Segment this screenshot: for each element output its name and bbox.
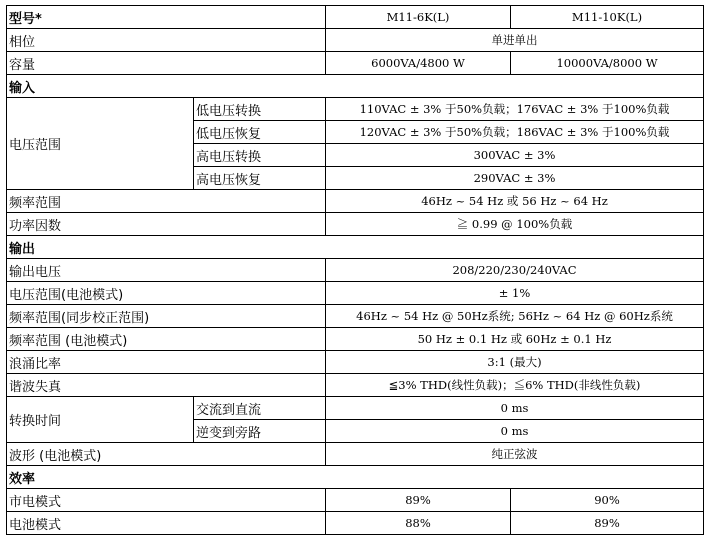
table-row [7, 213, 704, 236]
row-value: 46Hz ~ 54 Hz @ 50Hz系统; 56Hz ~ 64 Hz @ 60Hz系统 [326, 305, 704, 328]
phase-label: 相位 [7, 29, 326, 52]
table-row [7, 29, 704, 52]
efficiency-col1: 88% [326, 512, 511, 535]
row-label: 频率范围(同步校正范围) [7, 305, 326, 328]
row-label: 电池模式 [7, 512, 326, 535]
table-row [7, 443, 704, 466]
row-value: 50 Hz ± 0.1 Hz 或 60Hz ± 0.1 Hz [326, 328, 704, 351]
model-col1: M11-6K(L) [326, 6, 511, 29]
table-row [7, 351, 704, 374]
sub-label: 逆变到旁路 [194, 420, 326, 443]
transfer-time-label: 转换时间 [7, 397, 194, 443]
power-factor-label: 功率因数 [7, 213, 326, 236]
capacity-col2: 10000VA/8000 W [511, 52, 704, 75]
table-row [7, 328, 704, 351]
phase-value: 单进单出 [326, 29, 704, 52]
section-efficiency-title: 效率 [7, 466, 704, 489]
voltage-range-label: 电压范围 [7, 98, 194, 190]
row-label: 浪涌比率 [7, 351, 326, 374]
table-row [7, 489, 704, 512]
spec-table [6, 5, 704, 535]
sub-value: 110VAC ± 3% 于50%负载；176VAC ± 3% 于100%负载 [326, 98, 704, 121]
model-label: 型号* [7, 6, 326, 29]
sub-label: 低电压恢复 [194, 121, 326, 144]
capacity-label: 容量 [7, 52, 326, 75]
table-row [7, 305, 704, 328]
freq-range-value: 46Hz ~ 54 Hz 或 56 Hz ~ 64 Hz [326, 190, 704, 213]
sub-value: 300VAC ± 3% [326, 144, 704, 167]
row-value: ≦3% THD(线性负载)；≦6% THD(非线性负载) [326, 374, 704, 397]
sub-label: 高电压恢复 [194, 167, 326, 190]
section-row [7, 75, 704, 98]
capacity-col1: 6000VA/4800 W [326, 52, 511, 75]
table-row [7, 52, 704, 75]
sub-label: 交流到直流 [194, 397, 326, 420]
section-row [7, 236, 704, 259]
sub-label: 高电压转换 [194, 144, 326, 167]
table-row [7, 98, 704, 121]
table-row [7, 397, 704, 420]
power-factor-value: ≧ 0.99 @ 100%负载 [326, 213, 704, 236]
sub-value: 0 ms [326, 420, 704, 443]
section-input-title: 输入 [7, 75, 704, 98]
efficiency-col2: 90% [511, 489, 704, 512]
row-label: 电压范围(电池模式) [7, 282, 326, 305]
row-value: 208/220/230/240VAC [326, 259, 704, 282]
row-label: 输出电压 [7, 259, 326, 282]
table-row [7, 374, 704, 397]
waveform-label: 波形 (电池模式) [7, 443, 326, 466]
table-row [7, 190, 704, 213]
section-output-title: 输出 [7, 236, 704, 259]
freq-range-label: 频率范围 [7, 190, 326, 213]
table-row [7, 282, 704, 305]
row-label: 市电模式 [7, 489, 326, 512]
waveform-value: 纯正弦波 [326, 443, 704, 466]
row-label: 谐波失真 [7, 374, 326, 397]
row-label: 频率范围 (电池模式) [7, 328, 326, 351]
table-row [7, 259, 704, 282]
row-value: ± 1% [326, 282, 704, 305]
table-row [7, 512, 704, 535]
sub-value: 290VAC ± 3% [326, 167, 704, 190]
section-row [7, 466, 704, 489]
row-value: 3:1 (最大) [326, 351, 704, 374]
efficiency-col1: 89% [326, 489, 511, 512]
efficiency-col2: 89% [511, 512, 704, 535]
table-row [7, 6, 704, 29]
sub-value: 120VAC ± 3% 于50%负载；186VAC ± 3% 于100%负载 [326, 121, 704, 144]
model-col2: M11-10K(L) [511, 6, 704, 29]
sub-value: 0 ms [326, 397, 704, 420]
sub-label: 低电压转换 [194, 98, 326, 121]
